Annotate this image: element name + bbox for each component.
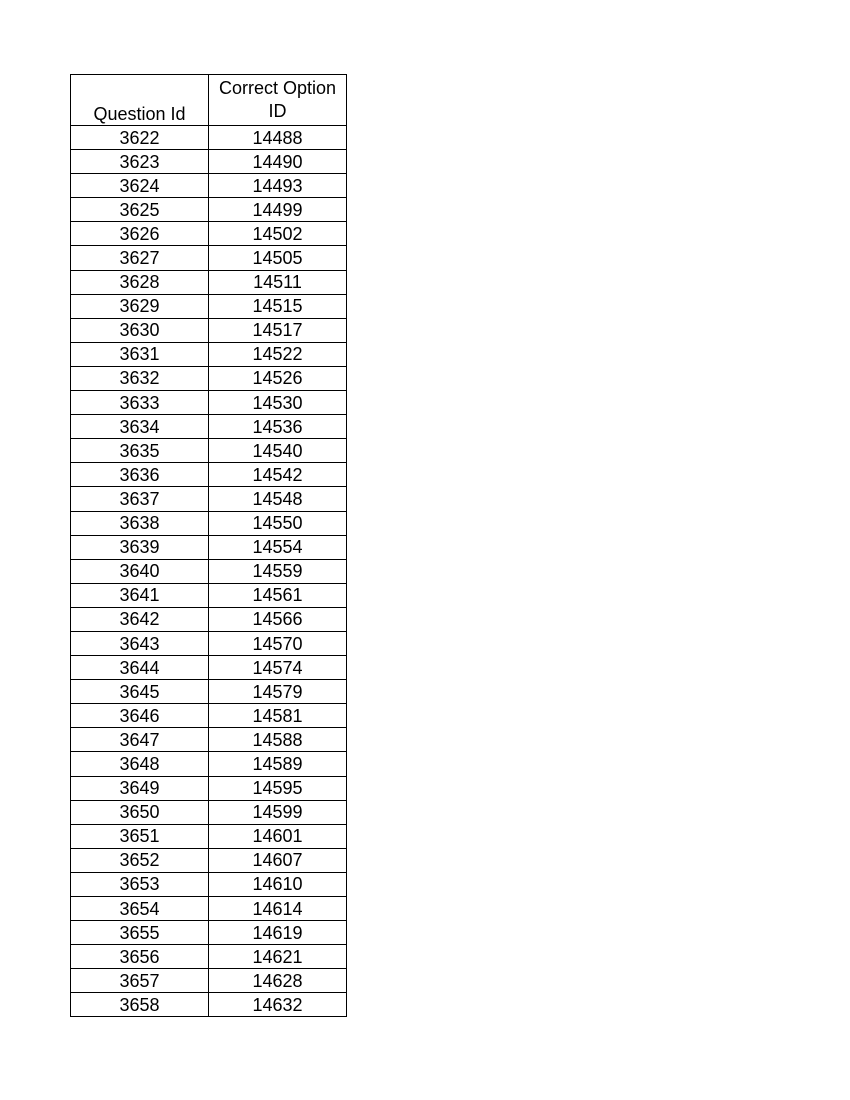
cell-correct-option-id: 14614 <box>209 897 347 921</box>
cell-question-id: 3643 <box>71 631 209 655</box>
cell-question-id: 3622 <box>71 126 209 150</box>
cell-correct-option-id: 14542 <box>209 463 347 487</box>
cell-correct-option-id: 14574 <box>209 656 347 680</box>
table-row <box>71 559 347 583</box>
cell-correct-option-id: 14554 <box>209 535 347 559</box>
table-row <box>71 174 347 198</box>
table-row <box>71 607 347 631</box>
cell-correct-option-id: 14540 <box>209 439 347 463</box>
cell-correct-option-id: 14610 <box>209 872 347 896</box>
cell-question-id: 3645 <box>71 680 209 704</box>
answer-key-table <box>70 74 347 1017</box>
cell-question-id: 3642 <box>71 607 209 631</box>
cell-correct-option-id: 14581 <box>209 704 347 728</box>
cell-question-id: 3646 <box>71 704 209 728</box>
cell-question-id: 3656 <box>71 945 209 969</box>
cell-question-id: 3654 <box>71 897 209 921</box>
cell-correct-option-id: 14522 <box>209 342 347 366</box>
cell-question-id: 3634 <box>71 415 209 439</box>
cell-question-id: 3647 <box>71 728 209 752</box>
cell-question-id: 3636 <box>71 463 209 487</box>
table-row <box>71 704 347 728</box>
table-row <box>71 487 347 511</box>
table-row <box>71 415 347 439</box>
cell-correct-option-id: 14599 <box>209 800 347 824</box>
table-row <box>71 800 347 824</box>
cell-question-id: 3650 <box>71 800 209 824</box>
cell-question-id: 3653 <box>71 872 209 896</box>
cell-correct-option-id: 14601 <box>209 824 347 848</box>
cell-correct-option-id: 14490 <box>209 150 347 174</box>
cell-question-id: 3638 <box>71 511 209 535</box>
column-header-correct-option-id <box>209 75 347 126</box>
cell-question-id: 3641 <box>71 583 209 607</box>
cell-correct-option-id: 14621 <box>209 945 347 969</box>
table-row <box>71 945 347 969</box>
cell-question-id: 3632 <box>71 366 209 390</box>
table-row <box>71 318 347 342</box>
table-row <box>71 752 347 776</box>
cell-question-id: 3623 <box>71 150 209 174</box>
cell-correct-option-id: 14561 <box>209 583 347 607</box>
table-row <box>71 463 347 487</box>
cell-question-id: 3631 <box>71 342 209 366</box>
table-row <box>71 391 347 415</box>
cell-question-id: 3635 <box>71 439 209 463</box>
table-row <box>71 222 347 246</box>
table-row <box>71 294 347 318</box>
table-row <box>71 583 347 607</box>
table-row <box>71 150 347 174</box>
table-row <box>71 342 347 366</box>
cell-question-id: 3639 <box>71 535 209 559</box>
cell-correct-option-id: 14526 <box>209 366 347 390</box>
cell-correct-option-id: 14536 <box>209 415 347 439</box>
cell-question-id: 3658 <box>71 993 209 1017</box>
cell-question-id: 3648 <box>71 752 209 776</box>
table-row <box>71 776 347 800</box>
cell-correct-option-id: 14595 <box>209 776 347 800</box>
cell-correct-option-id: 14515 <box>209 294 347 318</box>
table-row <box>71 872 347 896</box>
table-row <box>71 921 347 945</box>
cell-correct-option-id: 14589 <box>209 752 347 776</box>
table-row <box>71 631 347 655</box>
table-row <box>71 680 347 704</box>
cell-question-id: 3652 <box>71 848 209 872</box>
cell-correct-option-id: 14628 <box>209 969 347 993</box>
cell-question-id: 3655 <box>71 921 209 945</box>
table-row <box>71 126 347 150</box>
table-row <box>71 656 347 680</box>
cell-question-id: 3633 <box>71 391 209 415</box>
cell-correct-option-id: 14511 <box>209 270 347 294</box>
cell-correct-option-id: 14566 <box>209 607 347 631</box>
table-row <box>71 535 347 559</box>
cell-correct-option-id: 14505 <box>209 246 347 270</box>
cell-question-id: 3657 <box>71 969 209 993</box>
cell-question-id: 3624 <box>71 174 209 198</box>
cell-correct-option-id: 14619 <box>209 921 347 945</box>
cell-question-id: 3649 <box>71 776 209 800</box>
cell-correct-option-id: 14607 <box>209 848 347 872</box>
cell-correct-option-id: 14559 <box>209 559 347 583</box>
cell-correct-option-id: 14493 <box>209 174 347 198</box>
cell-correct-option-id: 14632 <box>209 993 347 1017</box>
cell-correct-option-id: 14502 <box>209 222 347 246</box>
table-row <box>71 198 347 222</box>
cell-question-id: 3651 <box>71 824 209 848</box>
table-row <box>71 270 347 294</box>
cell-question-id: 3640 <box>71 559 209 583</box>
column-header-question-id: Question Id <box>71 75 209 126</box>
cell-question-id: 3626 <box>71 222 209 246</box>
cell-question-id: 3637 <box>71 487 209 511</box>
cell-correct-option-id: 14579 <box>209 680 347 704</box>
table-header <box>71 75 347 126</box>
cell-correct-option-id: 14488 <box>209 126 347 150</box>
table-body <box>71 126 347 1017</box>
cell-correct-option-id: 14499 <box>209 198 347 222</box>
table-row <box>71 439 347 463</box>
cell-correct-option-id: 14517 <box>209 318 347 342</box>
cell-question-id: 3630 <box>71 318 209 342</box>
table-row <box>71 246 347 270</box>
cell-question-id: 3644 <box>71 656 209 680</box>
cell-correct-option-id: 14548 <box>209 487 347 511</box>
table-row <box>71 848 347 872</box>
table-row <box>71 728 347 752</box>
cell-question-id: 3627 <box>71 246 209 270</box>
table-row <box>71 993 347 1017</box>
cell-correct-option-id: 14588 <box>209 728 347 752</box>
column-header-correct-option-id-label: Correct Option ID <box>218 78 337 121</box>
cell-correct-option-id: 14570 <box>209 631 347 655</box>
header-row <box>71 75 347 126</box>
cell-correct-option-id: 14530 <box>209 391 347 415</box>
table-row <box>71 366 347 390</box>
table-row <box>71 897 347 921</box>
cell-question-id: 3629 <box>71 294 209 318</box>
cell-correct-option-id: 14550 <box>209 511 347 535</box>
cell-question-id: 3628 <box>71 270 209 294</box>
table-row <box>71 511 347 535</box>
cell-question-id: 3625 <box>71 198 209 222</box>
table-row <box>71 969 347 993</box>
table-row <box>71 824 347 848</box>
